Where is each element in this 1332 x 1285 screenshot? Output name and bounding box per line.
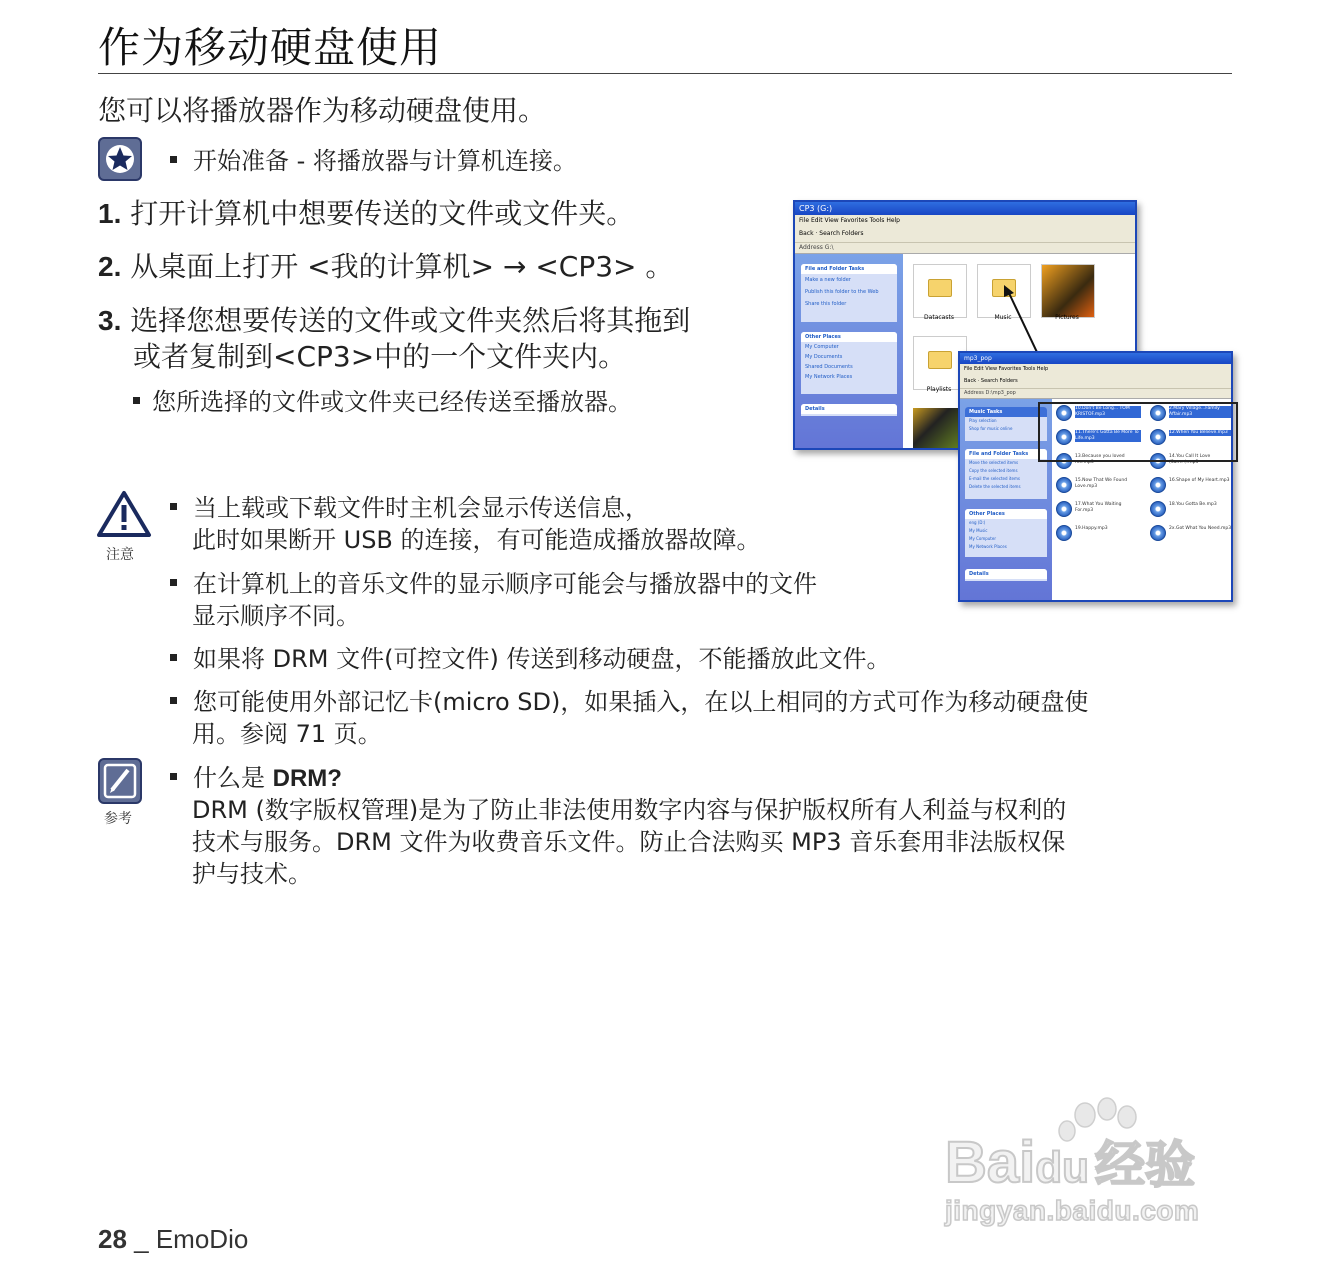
bullet-square-icon	[170, 654, 177, 661]
note-label: 参考	[104, 811, 132, 827]
tasks-panel	[965, 449, 1047, 499]
place-item[interactable]: My Music	[969, 528, 988, 533]
step-1	[98, 196, 634, 232]
step-text: 从桌面上打开 <我的计算机> → <CP3> 。	[130, 250, 674, 283]
file-name[interactable]: 17.What You Waiting For.mp3	[1075, 502, 1122, 513]
file-name[interactable]: 19.Happy.mp3	[1075, 526, 1108, 531]
task-item[interactable]: Make a new folder	[805, 277, 851, 283]
file-name[interactable]: 18.You Gotta Be.mp3	[1169, 502, 1217, 507]
bullet-square-icon	[170, 773, 177, 780]
step-text: 选择您想要传送的文件或文件夹然后将其拖到	[130, 304, 691, 337]
title-divider	[98, 73, 1232, 74]
folder-label: Pictures	[1055, 314, 1079, 321]
warning-text-line2: 此时如果断开 USB 的连接，有可能造成播放器故障。	[192, 526, 761, 554]
warning-text-line2: 用。参阅 71 页。	[192, 720, 382, 748]
menu-bar: File Edit View Favorites Tools Help	[960, 364, 1231, 374]
place-item[interactable]: My Computer	[805, 344, 839, 350]
place-item[interactable]: Shared Documents	[805, 364, 853, 370]
panel-heading: Other Places	[801, 332, 897, 342]
note-heading	[170, 762, 342, 795]
place-item[interactable]: My Computer	[969, 536, 996, 541]
warning-text: 如果将 DRM 文件(可控文件) 传送到移动硬盘，不能播放此文件。	[193, 645, 891, 673]
prep-text: 开始准备 - 将播放器与计算机连接。	[193, 147, 577, 175]
toolbar: Back · Search Folders	[960, 374, 1231, 389]
footer-separator: _	[126, 1224, 156, 1254]
step-3-subitem	[133, 386, 632, 418]
note-pencil-icon	[98, 758, 142, 804]
task-item[interactable]: Play selection	[969, 418, 997, 423]
bullet-square-icon	[170, 579, 177, 586]
prep-item	[170, 145, 577, 177]
folder-icon[interactable]	[913, 264, 967, 318]
file-name[interactable]: 16.Shape of My Heart.mp3	[1169, 478, 1230, 483]
task-item[interactable]: Move the selected items	[969, 460, 1019, 465]
audio-file-icon[interactable]	[1056, 501, 1072, 517]
explorer-window-mp3	[958, 351, 1233, 602]
selection-frame	[1038, 402, 1238, 462]
step-2	[98, 249, 673, 285]
page-footer	[98, 1224, 248, 1255]
panel-heading: File and Folder Tasks	[965, 449, 1047, 459]
place-item[interactable]: My Documents	[805, 354, 843, 360]
tasks-panel	[801, 264, 897, 322]
other-places-panel	[801, 332, 897, 394]
intro-text: 您可以将播放器作为移动硬盘使用。	[98, 94, 547, 127]
warning-label: 注意	[106, 547, 134, 563]
note-body-line: DRM (数字版权管理)是为了防止非法使用数字内容与保护版权所有人利益与权利的	[192, 796, 1067, 824]
panel-heading: Details	[965, 569, 1047, 579]
page-title: 作为移动硬盘使用	[98, 23, 443, 72]
task-item[interactable]: Copy the selected items	[969, 468, 1018, 473]
place-item[interactable]: eng (D:)	[969, 520, 986, 525]
address-bar: Address G:\	[795, 243, 1135, 254]
file-name[interactable]: 15.Now That We Found Love.mp3	[1075, 478, 1128, 489]
details-panel	[965, 569, 1047, 581]
file-name[interactable]: 11.There's Gotta Be More To Life.mp3	[1075, 430, 1141, 442]
task-pane	[795, 254, 903, 448]
product-name: EmoDio	[155, 1224, 249, 1254]
task-item[interactable]: Shop for music online	[969, 426, 1013, 431]
star-icon	[98, 137, 142, 181]
step-3-sub-text: 您所选择的文件或文件夹已经传送至播放器。	[152, 388, 632, 416]
menu-bar: File Edit View Favorites Tools Help	[795, 215, 1135, 226]
step-3-line2: 或者复制到<CP3>中的一个文件夹内。	[133, 340, 627, 373]
audio-file-icon[interactable]	[1150, 525, 1166, 541]
task-item[interactable]: Share this folder	[805, 301, 847, 307]
folder-label: Playlists	[926, 386, 952, 393]
warning-text: 您可能使用外部记忆卡(micro SD)，如果插入，在以上相同的方式可作为移动硬盘使	[193, 688, 1089, 716]
note-body-line: 技术与服务。DRM 文件为收费音乐文件。防止合法购买 MP3 音乐套用非法版权保	[192, 828, 1066, 856]
warning-text: 在计算机上的音乐文件的显示顺序可能会与播放器中的文件	[193, 570, 817, 598]
audio-file-icon[interactable]	[1150, 477, 1166, 493]
warning-icon	[96, 490, 152, 538]
window-title: mp3_pop	[960, 353, 1231, 364]
file-name[interactable]: 14.You Call It Love (Sam...).mp3	[1169, 454, 1211, 465]
panel-heading: File and Folder Tasks	[801, 264, 897, 274]
step-text: 打开计算机中想要传送的文件或文件夹。	[130, 197, 635, 230]
place-item[interactable]: My Network Places	[969, 544, 1007, 549]
audio-file-icon[interactable]	[1150, 501, 1166, 517]
bullet-square-icon	[133, 397, 140, 404]
music-tasks-panel	[965, 407, 1047, 441]
window-title: CP3 (G:)	[795, 202, 1135, 215]
warning-text-line2: 显示顺序不同。	[192, 602, 360, 630]
folder-label: Music	[994, 314, 1012, 321]
audio-file-icon[interactable]	[1056, 477, 1072, 493]
task-item[interactable]: Delete the selected items	[969, 484, 1021, 489]
toolbar: Back · Search Folders	[795, 226, 1135, 243]
watermark-url: jingyan.baidu.com	[945, 1195, 1200, 1226]
audio-file-icon[interactable]	[1056, 525, 1072, 541]
place-item[interactable]: My Network Places	[805, 374, 853, 380]
other-places-panel	[965, 509, 1047, 557]
file-name[interactable]: 2x.Got What You Need.mp3	[1169, 526, 1232, 531]
panel-heading: Other Places	[965, 509, 1047, 519]
panel-heading: Music Tasks	[965, 407, 1047, 417]
step-number: 3.	[98, 305, 122, 336]
task-item[interactable]: E-mail the selected items	[969, 476, 1020, 481]
note-heading-bold: DRM?	[272, 765, 342, 792]
watermark-brand: Baidu 经验	[945, 1130, 1196, 1195]
bullet-square-icon	[170, 503, 177, 510]
details-panel	[801, 404, 897, 416]
page-number: 28	[98, 1224, 127, 1254]
bullet-square-icon	[170, 156, 177, 163]
file-name[interactable]: 2.Mary Village...Family Affair.mp3	[1169, 406, 1233, 418]
note-body-line: 护与技术。	[192, 860, 312, 888]
file-name[interactable]: 13.Because you loved me.mp3	[1075, 454, 1125, 465]
step-3	[98, 303, 690, 339]
step-number: 2.	[98, 251, 122, 282]
address-bar: Address D:\mp3_pop	[960, 389, 1231, 399]
step-number: 1.	[98, 198, 122, 229]
task-item[interactable]: Publish this folder to the Web	[805, 289, 879, 295]
warning-text: 当上载或下载文件时主机会显示传送信息，	[193, 494, 649, 522]
warning-item	[170, 492, 649, 524]
warning-item	[170, 643, 890, 675]
file-name[interactable]: 10.Don't Be Long... TOM KRISTOF.mp3	[1075, 406, 1141, 418]
warning-item	[170, 686, 1088, 718]
folder-label: Datacasts	[924, 314, 954, 321]
bullet-square-icon	[170, 697, 177, 704]
file-name[interactable]: 12.When You Believe.mp3	[1169, 430, 1233, 436]
note-heading-text: 什么是	[193, 764, 273, 792]
warning-item	[170, 568, 817, 600]
panel-heading: Details	[801, 404, 897, 414]
